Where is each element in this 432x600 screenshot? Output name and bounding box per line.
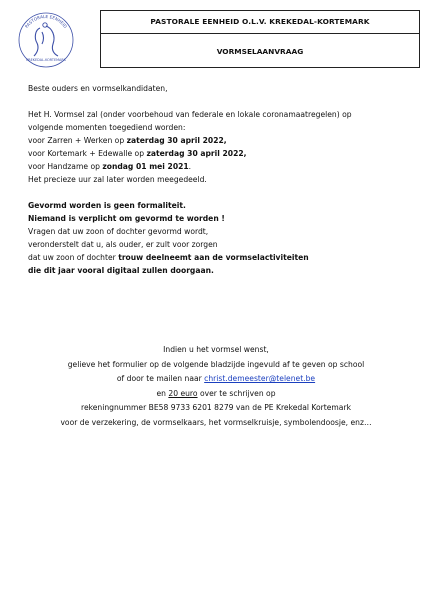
header-box — [100, 10, 420, 68]
parish-logo — [16, 10, 76, 72]
date-1-bold: zaterdag 30 april 2022, — [126, 136, 227, 145]
email-link[interactable]: christ.demeester@telenet.be — [204, 374, 316, 383]
salutation: Beste ouders en vormselkandidaten, — [28, 84, 168, 93]
header-title: PASTORALE EENHEID O.L.V. KREKEDAL-KORTEMARK — [150, 17, 370, 26]
instr-line-4 — [0, 387, 432, 402]
logo-bottom-text: KREKEDAL-KORTEMARK — [26, 58, 66, 62]
date-3-bold: zondag 01 mei 2021 — [102, 162, 189, 171]
ask-3-prefix: dat uw zoon of dochter — [28, 253, 119, 262]
date-line-1 — [28, 134, 408, 147]
date-line-2 — [28, 147, 408, 160]
ask-line-4: die dit jaar vooral digitaal zullen doorgaan. — [28, 266, 214, 275]
instr-4-prefix: en — [156, 388, 169, 398]
date-3-suffix: . — [188, 162, 192, 171]
date-line-3 — [28, 160, 408, 173]
instr-line-2: gelieve het formulier op de volgende bladzijde ingevuld af te geven op school — [67, 359, 365, 369]
intro-line-1: Het H. Vormsel zal (onder voorbehoud van federale en lokale coronamaatregelen) op — [28, 110, 352, 119]
ask-line-1: Vragen dat uw zoon of dochter gevormd wordt, — [28, 227, 209, 236]
instr-line-1: Indien u het vormsel wenst, — [163, 345, 269, 354]
instr-line-3 — [0, 372, 432, 387]
date-1-prefix: voor Zarren + Werken op — [28, 136, 127, 145]
ask-line-2: veronderstelt dat u, als ouder, er zult voor zorgen — [28, 240, 218, 249]
header-divider — [101, 33, 419, 34]
hour-note: Het precieze uur zal later worden meegedeeld. — [28, 175, 207, 184]
bold-statement-1: Gevormd worden is geen formaliteit. — [28, 201, 186, 210]
amount: 20 euro — [168, 388, 198, 398]
date-3-prefix: voor Handzame op — [28, 162, 103, 171]
instructions-block — [0, 343, 432, 430]
instr-line-5: rekeningnummer BE58 9733 6201 8279 van de PE Krekedal Kortemark — [81, 403, 351, 412]
ask-line-3 — [28, 251, 408, 264]
header-subtitle: VORMSELAANVRAAG — [216, 47, 304, 56]
instr-4-suffix: over te schrijven op — [197, 388, 276, 398]
bold-statement-2: Niemand is verplicht om gevormd te worden ! — [28, 214, 225, 223]
intro-line-2: volgende momenten toegediend worden: — [28, 123, 186, 132]
instr-line-6: voor de verzekering, de vormselkaars, het vormselkruisje, symbolendoosje, enz… — [60, 417, 372, 427]
date-2-bold: zaterdag 30 april 2022, — [146, 149, 247, 158]
date-2-prefix: voor Kortemark + Edewalle op — [28, 149, 147, 158]
ask-3-bold: trouw deelneemt aan de vormselactiviteiten — [118, 253, 309, 262]
logo-top-text: PASTORALE EENHEID — [23, 13, 68, 29]
instr-3-prefix: of door te mailen naar — [116, 374, 205, 383]
letter-body — [28, 82, 408, 277]
